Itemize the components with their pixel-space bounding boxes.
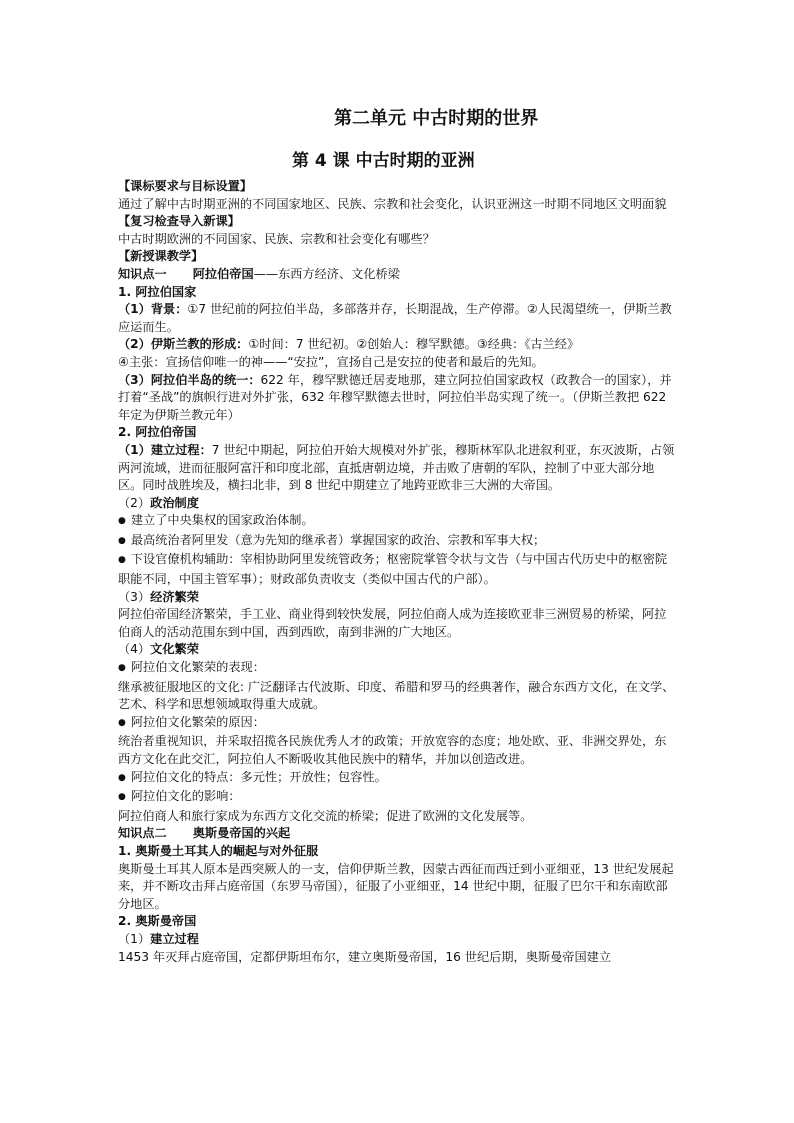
labeled-paragraph	[118, 931, 678, 949]
paragraph-text: 建立过程	[150, 931, 199, 946]
paragraph: 阿拉伯帝国经济繁荣，手工业、商业得到较快发展，阿拉伯商人成为连接欧亚非三洲贸易的桥梁，阿拉伯商人的活动范围东到中国，西到西欧，南到非洲的广大地区。	[118, 607, 667, 639]
lesson-title: 第 4 课 中古时期的亚洲	[292, 151, 475, 171]
labeled-paragraph	[118, 301, 678, 336]
bullet-item: ● 下设官僚机构辅助：宰相协助阿里发统管政务；枢密院掌管令状与文告（与中国古代历史中的枢密院职能不同，中国主管军事）；财政部负责收支（类似中国古代的户部）。	[118, 551, 678, 588]
bullet-item: ● 建立了中央集权的国家政治体制。	[118, 512, 678, 532]
bullet-item: ● 阿拉伯文化的影响：	[118, 788, 678, 808]
bullet-item: ● 最高统治者阿里发（意为先知的继承者）掌握国家的政治、宗教和军事大权；	[118, 532, 678, 552]
labeled-paragraph	[118, 495, 678, 513]
section-heading: 【课标要求与目标设置】	[118, 179, 253, 193]
section-heading: 1. 阿拉伯国家	[118, 284, 197, 299]
paragraph-text: 经济繁荣	[150, 589, 199, 604]
section-heading: 【复习检查导入新课】	[118, 214, 240, 229]
paragraph: 中古时期欧洲的不同国家、民族、宗教和社会变化有哪些？	[118, 231, 435, 246]
paragraph-label: （2）伊斯兰教的形成：	[118, 337, 249, 352]
paragraph-label: （1）	[118, 931, 151, 946]
document-body	[118, 178, 678, 966]
paragraph: 统治者重视知识，并采取招揽各民族优秀人才的政策；开放宽容的态度；地处欧、亚、非洲交界处，东西方文化在此交汇，阿拉伯人不断吸收其他民族中的精华，并加以创造改进。	[118, 734, 667, 766]
paragraph-label: （1）背景：	[118, 302, 188, 317]
labeled-paragraph	[118, 589, 678, 607]
section-heading: 2. 阿拉伯帝国	[118, 425, 197, 440]
section-heading: 2. 奥斯曼帝国	[118, 914, 197, 929]
paragraph: 1453 年灭拜占庭帝国，定都伊斯坦布尔，建立奥斯曼帝国，16 世纪后期，奥斯曼帝国建立	[118, 949, 612, 964]
section-heading: 【新授课教学】	[118, 249, 204, 264]
paragraph-label: （4）	[118, 642, 151, 657]
labeled-paragraph	[118, 442, 678, 495]
paragraph-label: （1）建立过程：	[118, 442, 212, 457]
paragraph-label: （3）	[118, 589, 151, 604]
paragraph: 继承被征服地区的文化: 广泛翻译古代波斯、印度、希腊和罗马的经典著作，融合东西方文化，在文学、艺术、科学和思想领域取得重大成就。	[118, 679, 675, 712]
paragraph-label: （2）	[118, 495, 151, 510]
paragraph: 奥斯曼土耳其人原本是西突厥人的一支，信仰伊斯兰教，因蒙古西征而西迁到小亚细亚，13 世纪发展起来，并不断攻击拜占庭帝国（东罗马帝国），征服了小亚细亚，14 世纪中期，征服了巴尔干和东南欧部分地区。	[118, 861, 674, 911]
labeled-paragraph	[118, 641, 678, 659]
paragraph-label: （3）阿拉伯半岛的统一：	[118, 372, 261, 387]
paragraph-text: ①7 世纪前的阿拉伯半岛，多部落并存，长期混战，生产停滞。②人民渴望统一，伊斯兰教应运而生。	[118, 302, 672, 334]
paragraph-text: 文化繁荣	[150, 642, 199, 657]
labeled-paragraph	[118, 336, 678, 354]
knowledge-point-heading	[118, 266, 678, 284]
paragraph-text: 政治制度	[150, 495, 199, 510]
paragraph-text: 622 年，穆罕默德迁居麦地那，建立阿拉伯国家政权（政教合一的国家），并打着“圣战”的旗帜行进对外扩张，632 年穆罕默德去世时，阿拉伯半岛实现了统一。（伊斯兰教把 622 年定为伊斯兰教元年）	[118, 372, 672, 422]
paragraph: 阿拉伯商人和旅行家成为东西方文化交流的桥梁；促进了欧洲的文化发展等。	[118, 808, 533, 823]
labeled-paragraph	[118, 372, 678, 425]
paragraph-text: 7 世纪中期起，阿拉伯开始大规模对外扩张，穆斯林军队北进叙利亚，东灭波斯，占领两河流域，进而征服阿富汗和印度北部，直抵唐朝边境，并击败了唐朝的军队，控制了中亚大部分地区。同时战胜埃及，横扫北非，到 8 世纪中期建立了地跨亚欧非三大洲的大帝国。	[118, 442, 675, 493]
unit-title: 第二单元 中古时期的世界	[334, 108, 539, 129]
paragraph: ④主张：宣扬信仰唯一的神——“安拉”，宣扬自己是安拉的使者和最后的先知。	[118, 354, 544, 369]
section-heading: 1. 奥斯曼土耳其人的崛起与对外征服	[118, 843, 319, 858]
knowledge-point-label: 知识点一	[118, 266, 167, 281]
bullet-item: ● 阿拉伯文化繁荣的原因：	[118, 714, 678, 734]
bullet-item: ● 阿拉伯文化繁荣的表现：	[118, 659, 678, 679]
knowledge-point-subtitle: ——东西方经济、文化桥梁	[253, 266, 400, 281]
bullet-item: ● 阿拉伯文化的特点：多元性；开放性；包容性。	[118, 769, 678, 789]
knowledge-point-heading	[118, 825, 678, 843]
knowledge-point-title: 奥斯曼帝国的兴起	[192, 826, 291, 841]
knowledge-point-title: 阿拉伯帝国	[192, 266, 254, 281]
paragraph: 通过了解中古时期亚洲的不同国家地区、民族、宗教和社会变化，认识亚洲这一时期不同地区文明面貌	[118, 196, 667, 211]
paragraph-text: ①时间：7 世纪初。②创始人：穆罕默德。③经典：《古兰经》	[248, 337, 580, 352]
knowledge-point-label: 知识点二	[118, 826, 167, 841]
